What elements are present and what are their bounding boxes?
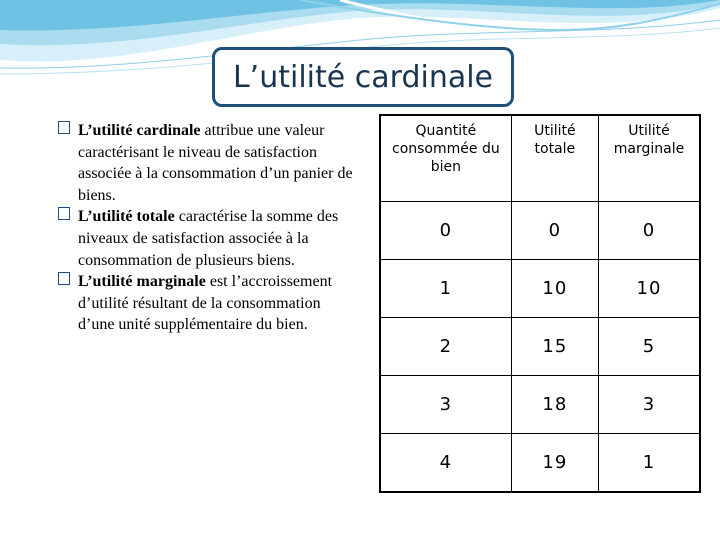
bullet-term: L’utilité totale [78,208,175,226]
slide-title: L’utilité cardinale [232,59,494,95]
header-marginal-utility: Utilité marginale [598,115,700,201]
cell-marginal-utility: 5 [598,317,700,375]
cell-total-utility: 15 [511,317,598,375]
cell-marginal-utility: 10 [598,259,700,317]
cell-marginal-utility: 1 [598,433,700,492]
bullet-item [58,120,358,206]
header-total-utility: Utilité totale [511,115,598,201]
cell-total-utility: 0 [511,201,598,259]
bullet-text: est l’accroissement d’utilité résultant de la consommation d’une unité supplémentaire du bien. [78,273,333,334]
square-bullet-icon [58,272,70,285]
cell-quantity: 2 [380,317,511,375]
bullet-text: attribue une valeur caractérisant le niveau de satisfaction associée à la consommation d’un panier de biens. [78,122,353,204]
bullet-item [58,271,358,336]
square-bullet-icon [58,207,70,220]
table-header-row [380,115,700,201]
bullet-item [58,206,358,271]
table-row [380,433,700,492]
bullet-text: caractérise la somme des niveaux de satisfaction associée à la consommation de plusieurs biens. [78,208,339,269]
cell-total-utility: 18 [511,375,598,433]
cell-marginal-utility: 0 [598,201,700,259]
bullet-list [58,120,358,336]
cell-quantity: 0 [380,201,511,259]
cell-quantity: 3 [380,375,511,433]
header-quantity: Quantité consommée du bien [380,115,511,201]
cell-total-utility: 19 [511,433,598,492]
bullet-term: L’utilité marginale [78,273,206,291]
cell-quantity: 1 [380,259,511,317]
cell-marginal-utility: 3 [598,375,700,433]
table-row [380,201,700,259]
cell-quantity: 4 [380,433,511,492]
title-box [212,47,514,107]
table-row [380,317,700,375]
utility-table [379,114,701,493]
square-bullet-icon [58,121,70,134]
bullet-term: L’utilité cardinale [78,122,201,139]
table-row [380,375,700,433]
cell-total-utility: 10 [511,259,598,317]
table-row [380,259,700,317]
